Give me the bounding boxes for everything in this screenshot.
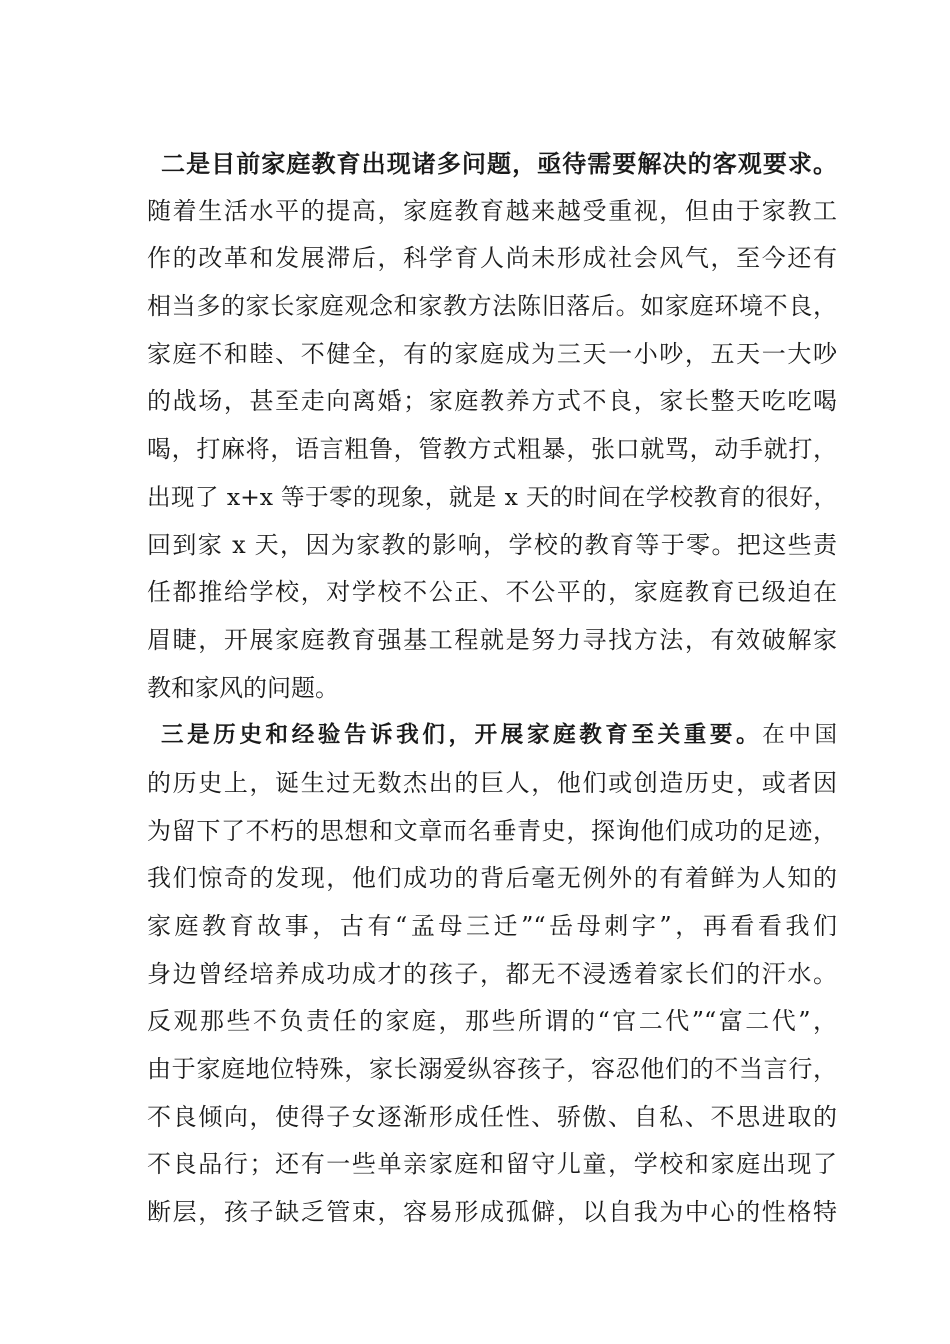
paragraph-2-line: 反观那些不负责任的家庭，那些所谓的“官二代”“富二代”， <box>147 1007 837 1036</box>
paragraph-2-heading-line <box>147 712 837 760</box>
paragraph-1-line: 的战场，甚至走向离婚；家庭教养方式不良，家长整天吃吃喝 <box>147 387 837 416</box>
paragraph-1-line: 随着生活水平的提高，家庭教育越来越受重视，但由于家教工 <box>147 196 837 225</box>
paragraph-1-line: 作的改革和发展滞后，科学育人尚未形成社会风气，至今还有 <box>147 244 837 273</box>
paragraph-1-line: 眉睫，开展家庭教育强基工程就是努力寻找方法，有效破解家 <box>147 625 837 654</box>
paragraph-2-lead: 三是历史和经验告诉我们，开展家庭教育至关重要。 <box>161 722 763 749</box>
paragraph-2-line: 由于家庭地位特殊，家长溺爱纵容孩子，容忍他们的不当言行， <box>147 1055 837 1084</box>
body-text <box>147 140 837 1237</box>
paragraph-2-line: 断层，孩子缺乏管束，容易形成孤僻，以自我为中心的性格特 <box>147 1198 837 1227</box>
paragraph-2-line: 的历史上，诞生过无数杰出的巨人，他们或创造历史，或者因 <box>147 768 837 797</box>
paragraph-2-line: 不良倾向，使得子女逐渐形成任性、骄傲、自私、不思进取的 <box>147 1102 837 1131</box>
paragraph-2-line: 我们惊奇的发现，他们成功的背后毫无例外的有着鲜为人知的 <box>147 864 837 893</box>
paragraph-1-line: 相当多的家长家庭观念和家教方法陈旧落后。如家庭环境不良， <box>147 292 837 321</box>
paragraph-1-line: 家庭不和睦、不健全，有的家庭成为三天一小吵，五天一大吵 <box>147 339 837 368</box>
paragraph-2-line: 为留下了不朽的思想和文章而名垂青史，探询他们成功的足迹， <box>147 816 837 845</box>
paragraph-2-lead-tail: 在中国 <box>762 722 837 749</box>
paragraph-2-line: 不良品行；还有一些单亲家庭和留守儿童，学校和家庭出现了 <box>147 1150 837 1179</box>
paragraph-1-last-line: 教和家风的问题。 <box>147 673 339 702</box>
paragraph-1-heading-line <box>147 140 837 188</box>
paragraph-1-lead: 二是目前家庭教育出现诸多问题，亟待需要解决的客观要求。 <box>161 149 837 178</box>
paragraph-1-line: 出现了 x+x 等于零的现象，就是 x 天的时间在学校教育的很好， <box>147 482 837 511</box>
paragraph-1-line: 任都推给学校，对学校不公正、不公平的，家庭教育已级迫在 <box>147 578 837 607</box>
paragraph-1-line: 喝，打麻将，语言粗鲁，管教方式粗暴，张口就骂，动手就打， <box>147 435 837 464</box>
paragraph-2-line: 身边曾经培养成功成才的孩子，都无不浸透着家长们的汗水。 <box>147 959 837 988</box>
paragraph-2-line: 家庭教育故事，古有“孟母三迁”“岳母刺字”，再看看我们 <box>147 912 837 940</box>
paragraph-1-line: 回到家 x 天，因为家教的影响，学校的教育等于零。把这些责 <box>147 530 837 559</box>
